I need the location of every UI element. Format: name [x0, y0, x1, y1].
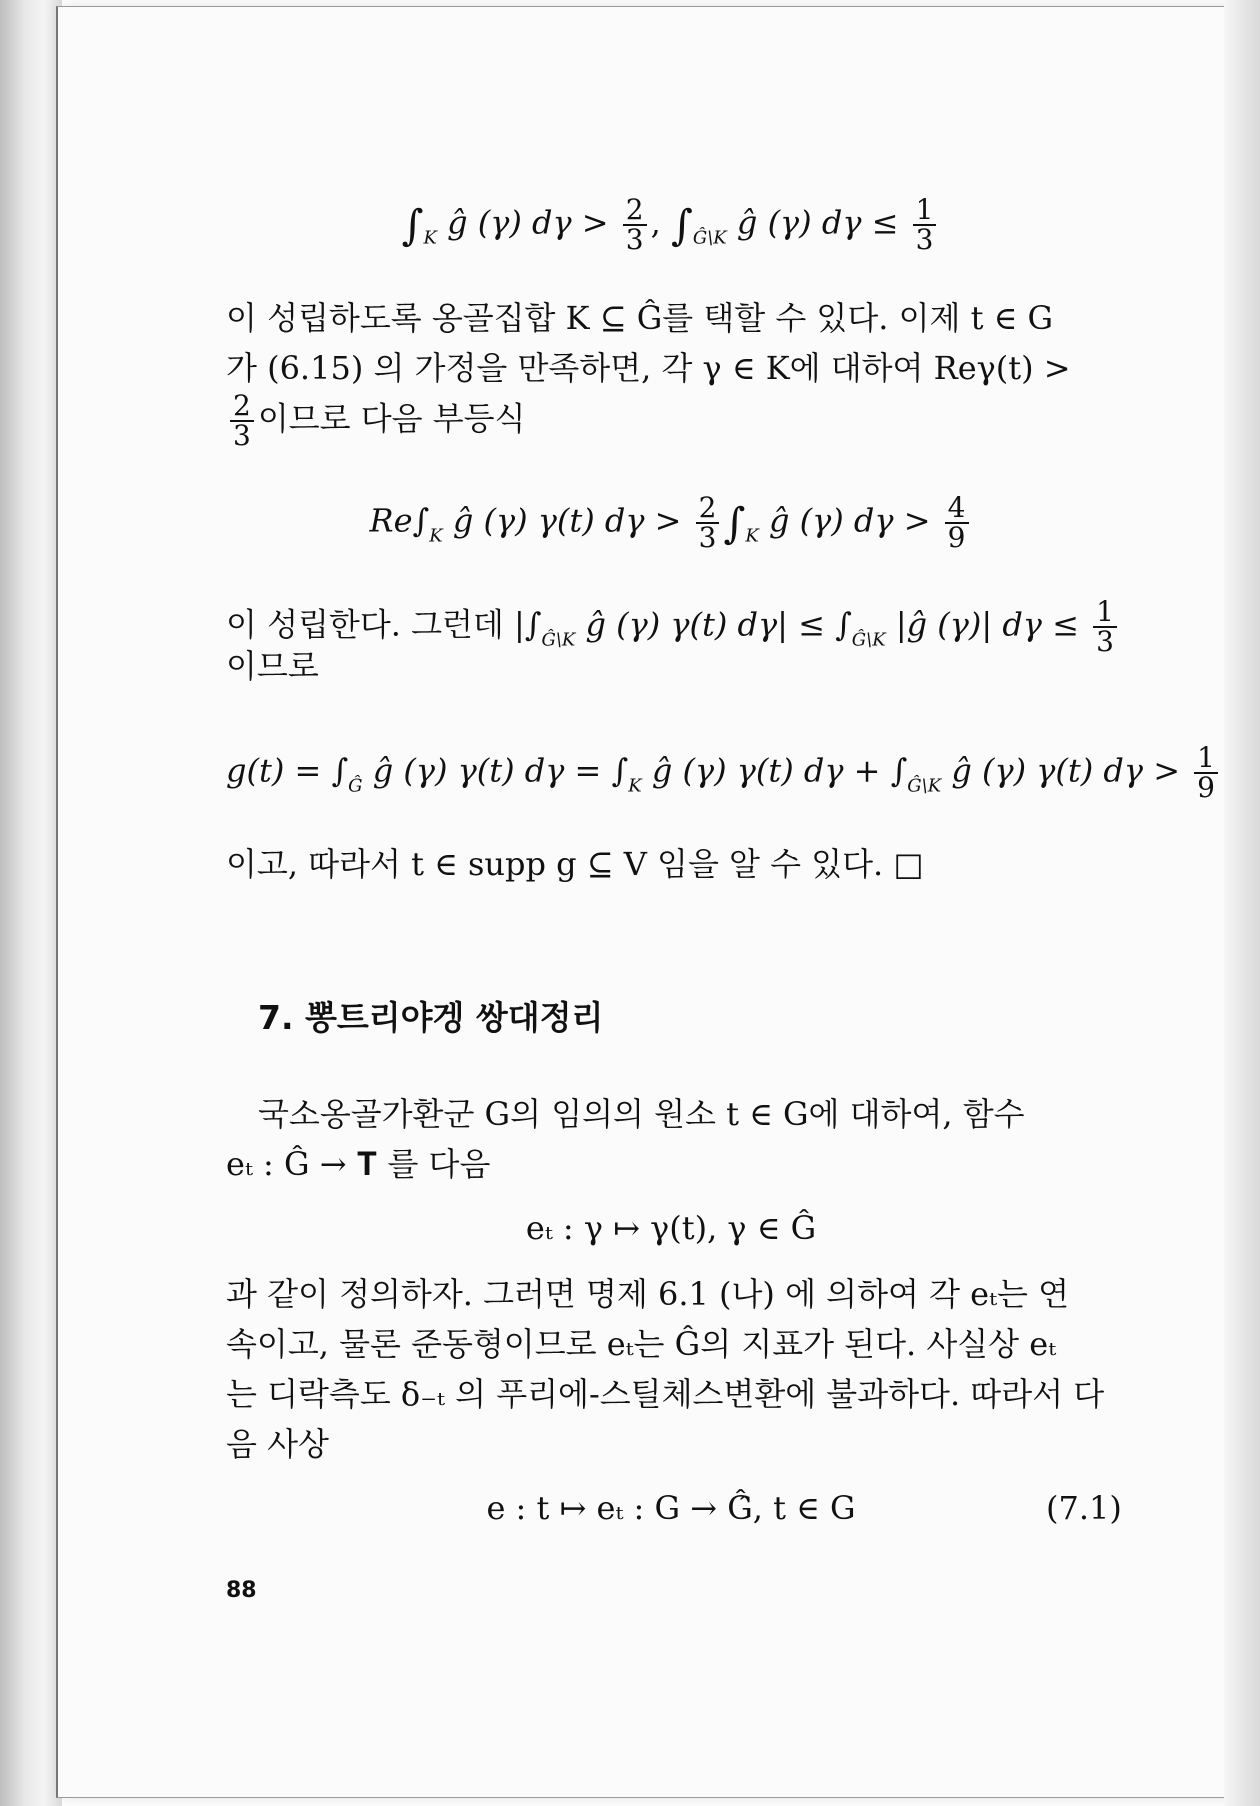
integral-subscript: K — [745, 525, 759, 547]
paragraph-line — [226, 595, 1121, 661]
integral-subscript: Ĝ\K — [541, 629, 576, 651]
paragraph-line: 이고, 따라서 t ∈ supp g ⊆ V 임을 알 수 있다. □ — [226, 845, 924, 883]
integral-subscript: K — [628, 775, 642, 797]
integral-subscript: K — [423, 227, 437, 249]
equation-part: ĝ (γ) dγ > — [768, 501, 931, 540]
paragraph-line: 속이고, 물론 준동형이므로 eₜ는 Ĝ의 지표가 된다. 사실상 eₜ — [226, 1325, 1057, 1363]
denominator: 9 — [947, 521, 966, 554]
equation-1 — [226, 193, 1116, 259]
equation-5: e : t ↦ eₜ : G → Ĝ̂, t ∈ G — [486, 1489, 856, 1527]
equation-2 — [226, 491, 1116, 557]
paragraph-line — [226, 389, 526, 452]
integral-sign: ∫ — [401, 200, 424, 250]
paragraph-text: 이므로 다음 부등식 — [257, 399, 526, 438]
equation-part: Re∫ — [369, 501, 430, 540]
equation-part: |ĝ (γ)| dγ ≤ — [895, 605, 1079, 644]
integral-subscript: Ĝ\K — [692, 227, 727, 249]
separator: , — [650, 203, 661, 242]
paragraph-line: 과 같이 정의하자. 그러면 명제 6.1 (나) 에 의하여 각 eₜ는 연 — [226, 1275, 1069, 1313]
fraction — [230, 389, 254, 452]
denominator: 3 — [698, 521, 717, 554]
integral-sign: ∫ — [670, 200, 693, 250]
paragraph-line: 이 성립하도록 옹골집합 K ⊆ Ĝ를 택할 수 있다. 이제 t ∈ G — [226, 299, 1054, 337]
paragraph-line: 음 사상 — [226, 1425, 329, 1463]
numerator: 4 — [945, 494, 969, 524]
paragraph-line: 는 디락측도 δ₋ₜ 의 푸리에-스틸체스변환에 불과하다. 따라서 다 — [226, 1375, 1105, 1413]
denominator: 3 — [233, 419, 251, 452]
numerator: 1 — [1093, 598, 1117, 628]
equation-part: ĝ (γ) γ(t) dγ > — [452, 501, 682, 540]
fraction — [1093, 595, 1117, 658]
book-page — [56, 6, 1236, 1798]
fraction — [945, 491, 969, 554]
paragraph-line: 이므로 — [226, 647, 319, 685]
paragraph-text: 이 성립한다. 그런데 — [226, 605, 504, 644]
section-heading: 7. 뽕트리야겡 쌍대정리 — [258, 998, 604, 1037]
paragraph-line: eₜ : Ĝ → 𝐓 를 다음 — [226, 1145, 491, 1183]
numerator: 2 — [696, 494, 720, 524]
integral-subscript: Ĝ\K — [907, 775, 942, 797]
equation-number: (7.1) — [1046, 1489, 1122, 1527]
integrand: ĝ (γ) dγ > — [447, 203, 609, 242]
equation-part: |∫ — [513, 605, 542, 644]
fraction — [1194, 741, 1218, 804]
integrand: ĝ (γ) dγ ≤ — [736, 203, 899, 242]
equation-part: ĝ (γ) γ(t) dγ = ∫ — [372, 751, 629, 790]
integral-subscript: K — [429, 525, 443, 547]
integral-subscript: Ĝ\K — [851, 629, 886, 651]
denominator: 3 — [625, 223, 644, 256]
equation-4: eₜ : γ ↦ γ(t), γ ∈ Ĝ — [525, 1209, 817, 1247]
fraction — [623, 193, 647, 256]
numerator: 1 — [913, 196, 937, 226]
equation-part: ĝ (γ) γ(t) dγ + ∫ — [651, 751, 908, 790]
equation-part: ĝ (γ) γ(t) dγ| ≤ ∫ — [585, 605, 852, 644]
numerator: 2 — [623, 196, 647, 226]
paragraph-line: 가 (6.15) 의 가정을 만족하면, 각 γ ∈ K에 대하여 Reγ(t) > — [226, 349, 1071, 387]
denominator: 9 — [1197, 771, 1215, 804]
page-number: 88 — [226, 1578, 257, 1603]
book-spine — [0, 0, 62, 1806]
equation-part: ĝ (γ) γ(t) dγ > — [951, 751, 1180, 790]
equation-part: g(t) = ∫ — [226, 751, 349, 790]
denominator: 3 — [915, 223, 934, 256]
equation-3 — [226, 741, 1222, 807]
denominator: 3 — [1096, 625, 1114, 658]
numerator: 1 — [1194, 744, 1218, 774]
integral-subscript: Ĝ — [348, 775, 363, 797]
fraction — [913, 193, 937, 256]
page-edge — [1224, 0, 1260, 1806]
fraction — [696, 491, 720, 554]
paragraph-line: 국소옹골가환군 G의 임의의 원소 t ∈ G에 대하여, 함수 — [258, 1095, 1025, 1133]
integral-sign: ∫ — [723, 498, 746, 548]
numerator: 2 — [230, 392, 254, 422]
